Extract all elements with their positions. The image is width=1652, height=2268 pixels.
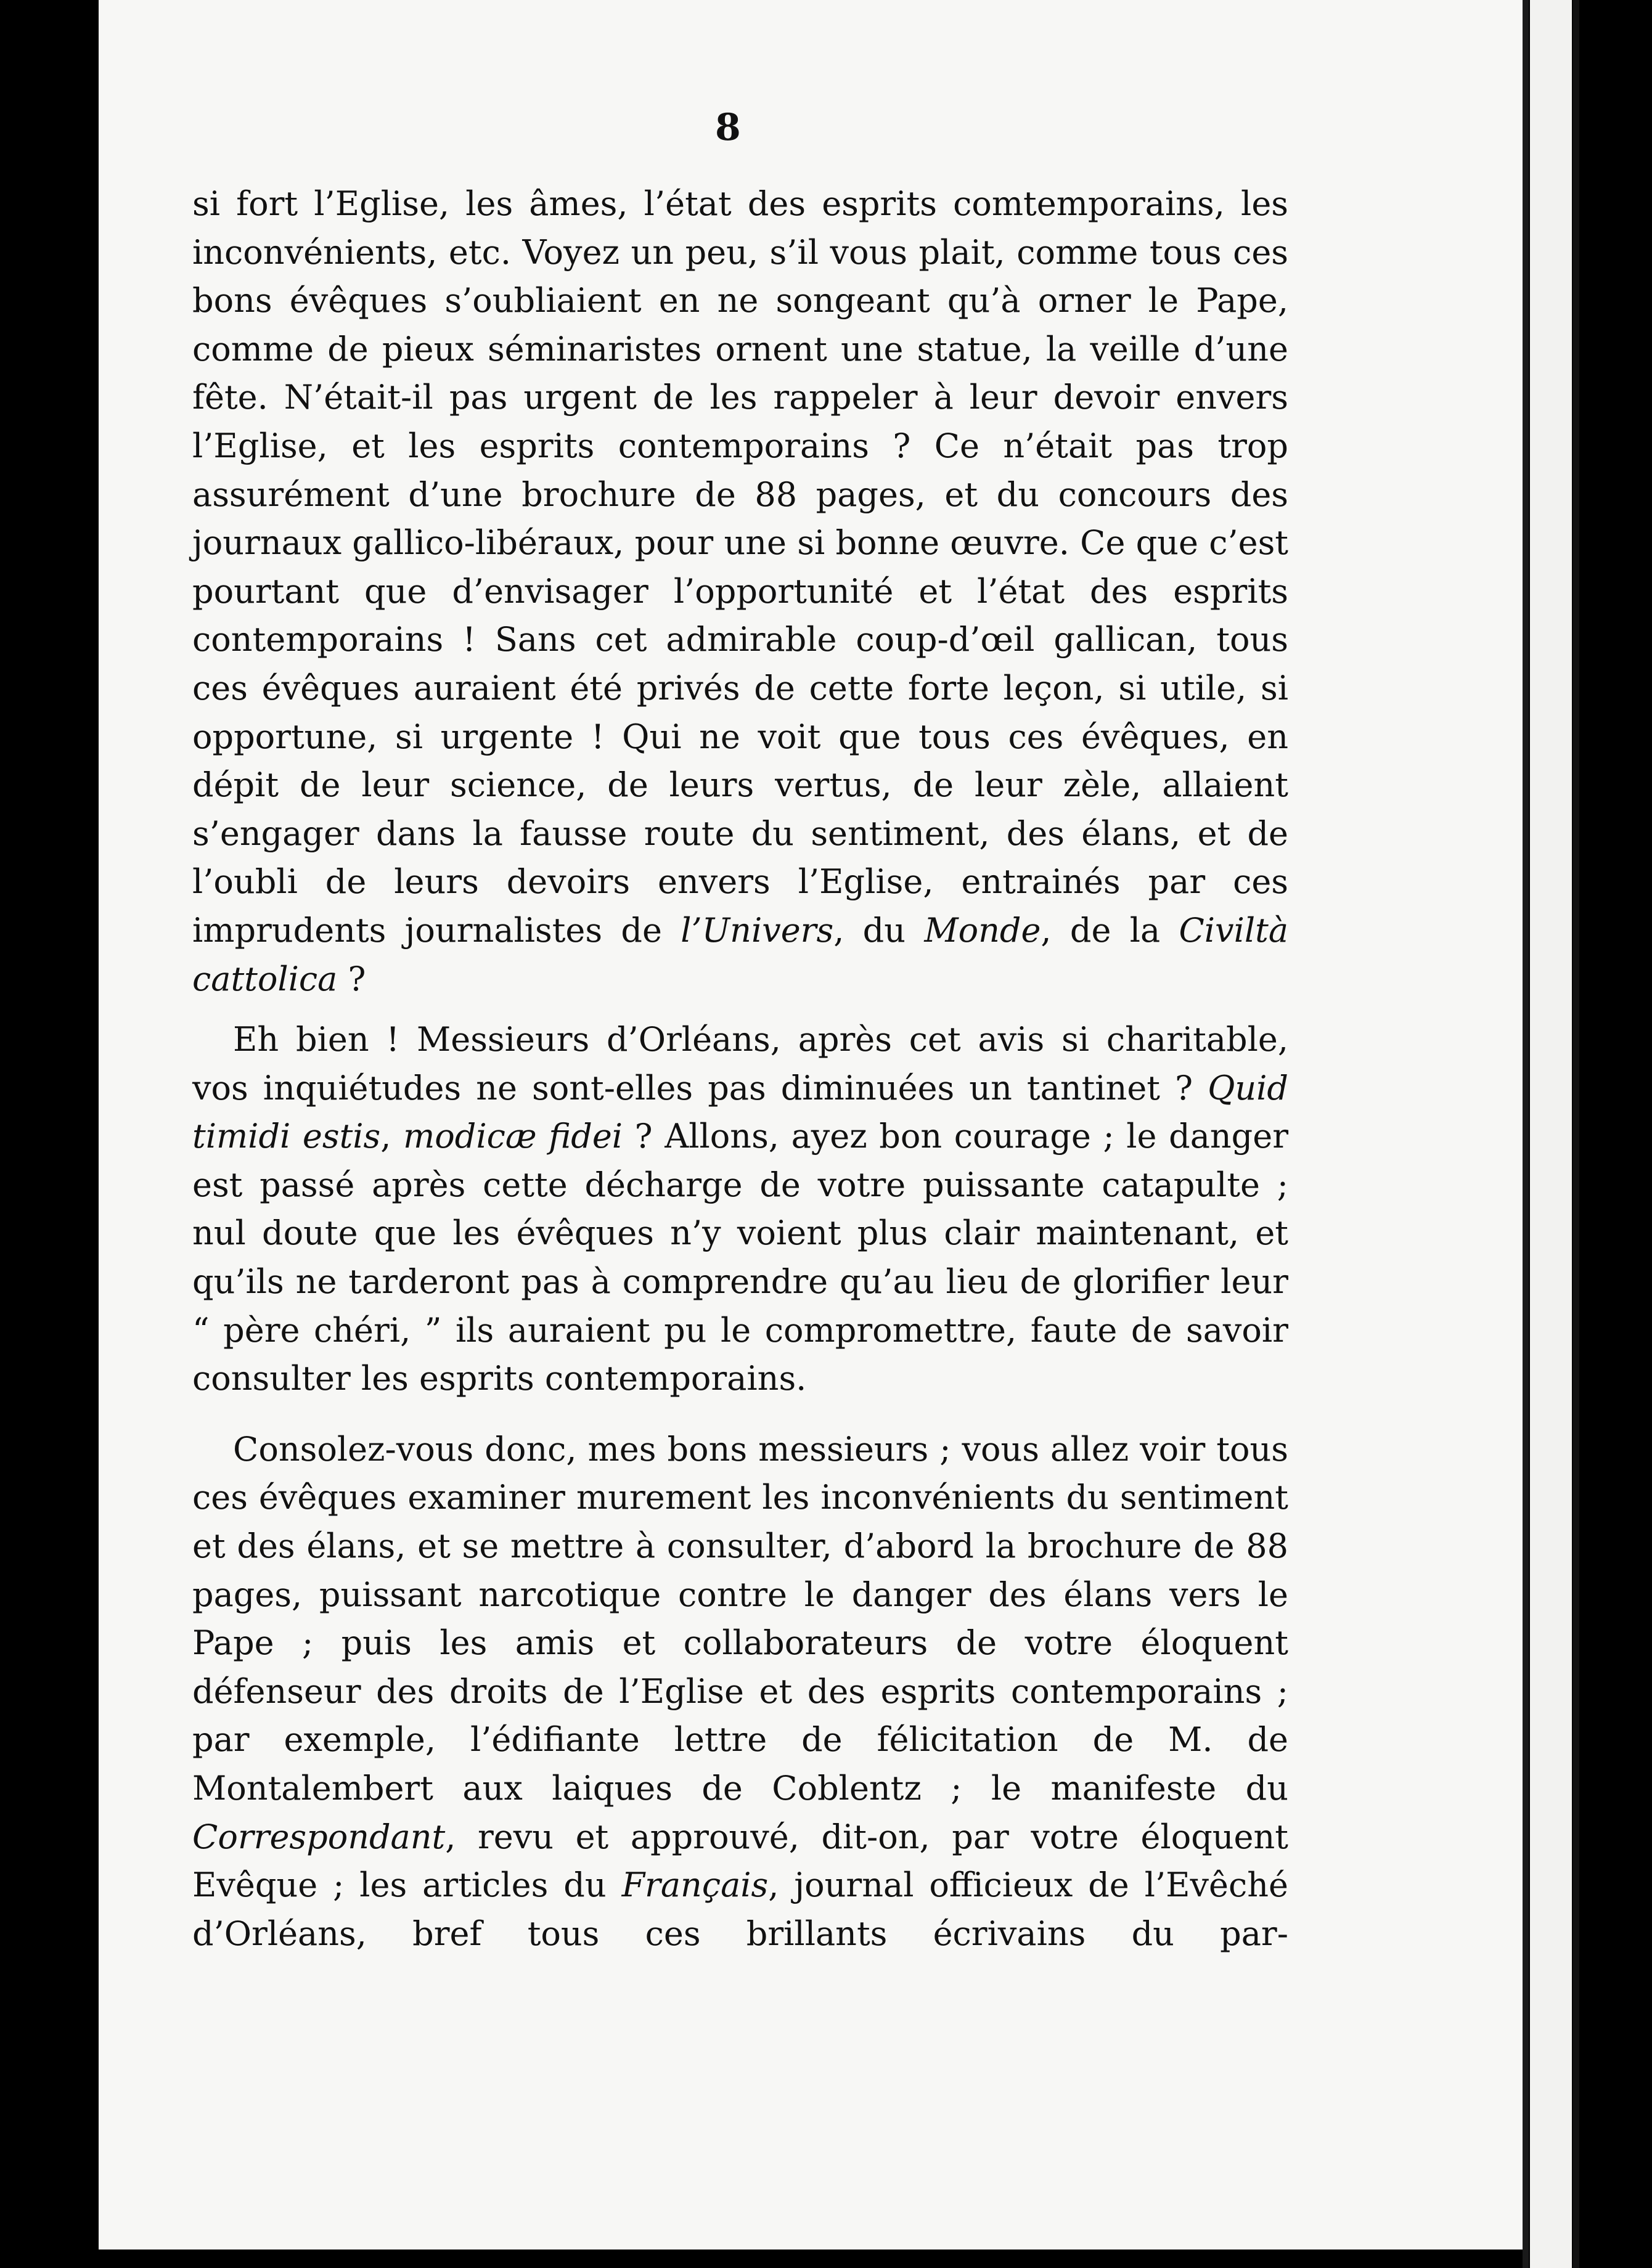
paragraph-1-text-c: , de la	[1041, 910, 1179, 950]
paragraph-3-text-b: , revu et approuvé, dit-on, par votre éloquent Evêque ; les articles du	[192, 1817, 1288, 1905]
paragraph-2-italic-modicae: modicæ fidei	[403, 1117, 623, 1156]
paragraph-3-italic-correspondant: Correspondant	[192, 1817, 446, 1856]
page-text	[192, 180, 1288, 1958]
scan-border	[1573, 0, 1579, 2268]
page-number: 8	[715, 106, 741, 149]
paragraph-2-text-b: ,	[380, 1117, 404, 1156]
paragraph-1-text-b: , du	[833, 910, 925, 950]
paragraph-1-italic-univers: l’Univers	[681, 910, 834, 950]
paragraph-3-italic-francais: Français	[621, 1866, 769, 1905]
paragraph-1-italic-monde: Monde	[924, 910, 1041, 950]
adjacent-page-strip	[1530, 0, 1572, 2268]
paragraph-3-text-c: , journal officieux de l’Evêché d’Orléans, bref tous ces brillants écrivains du par-	[192, 1866, 1288, 1953]
page-edge	[1523, 0, 1529, 2268]
paragraph-2-text-c: ? Allons, ayez bon courage ; le danger est passé après cette décharge de votre puissante catapulte ; nul doute que les évêques n’y voient plus clair maintenant, et qu’ils ne tarderont pas à comprendre qu’au lieu de glorifier leur “ père chéri, ” ils auraient pu le compromettre, faute de savoir consulter les esprits contemporains.	[192, 1117, 1289, 1398]
paragraph-1-text-d: ?	[337, 959, 366, 998]
paragraph-1-text: si fort l’Eglise, les âmes, l’état des esprits comtemporains, les inconvénients, etc. Voyez un peu, s’il vous plait, comme tous ces bons évêques s’oubliaient en ne songeant qu’à orner le Pape, comme de pieux séminaristes ornent une statue, la veille d’une fête. N’était-il pas urgent de les rappeler à leur devoir envers l’Eglise, et les esprits contemporains ? Ce n’était pas trop assurément d’une brochure de 88 pages, et du concours des journaux gallico-libéraux, pour une si bonne œuvre. Ce que c’est pourtant que d’envisager l’opportunité et l’état des esprits contemporains ! Sans cet admirable coup-d’œil gallican, tous ces évêques auraient été privés de cette forte leçon, si utile, si opportune, si urgente ! Qui ne voit que tous ces évêques, en dépit de leur science, de leurs vertus, de leur zèle, allaient s’engager dans la fausse route du sentiment, des élans, et de l’oubli de leurs devoirs envers l’Eglise, entrainés par ces imprudents journalistes de	[192, 184, 1288, 950]
paragraph-1	[192, 180, 1288, 1003]
paragraph-2-italic-quid: Quid timidi estis	[192, 1068, 1288, 1156]
paragraph-1-italic-civilta: Civiltà cattolica	[192, 910, 1289, 998]
paragraph-2	[192, 1016, 1288, 1403]
paragraph-3	[192, 1426, 1288, 1959]
paragraph-3-text: Consolez-vous donc, mes bons messieurs ; vous allez voir tous ces évêques examiner murement les inconvénients du sentiment et des élans, et se mettre à consulter, d’abord la brochure de 88 pages, puissant narcotique contre le danger des élans vers le Pape ; puis les amis et collaborateurs de votre éloquent défenseur des droits de l’Eglise et des esprits contemporains ; par exemple, l’édifiante lettre de félicitation de M. de Montalembert aux laiques de Coblentz ; le manifeste du	[192, 1429, 1288, 1808]
paragraph-2-text: Eh bien ! Messieurs d’Orléans, après cet avis si charitable, vos inquiétudes ne sont-elles pas diminuées un tantinet ?	[192, 1020, 1288, 1107]
